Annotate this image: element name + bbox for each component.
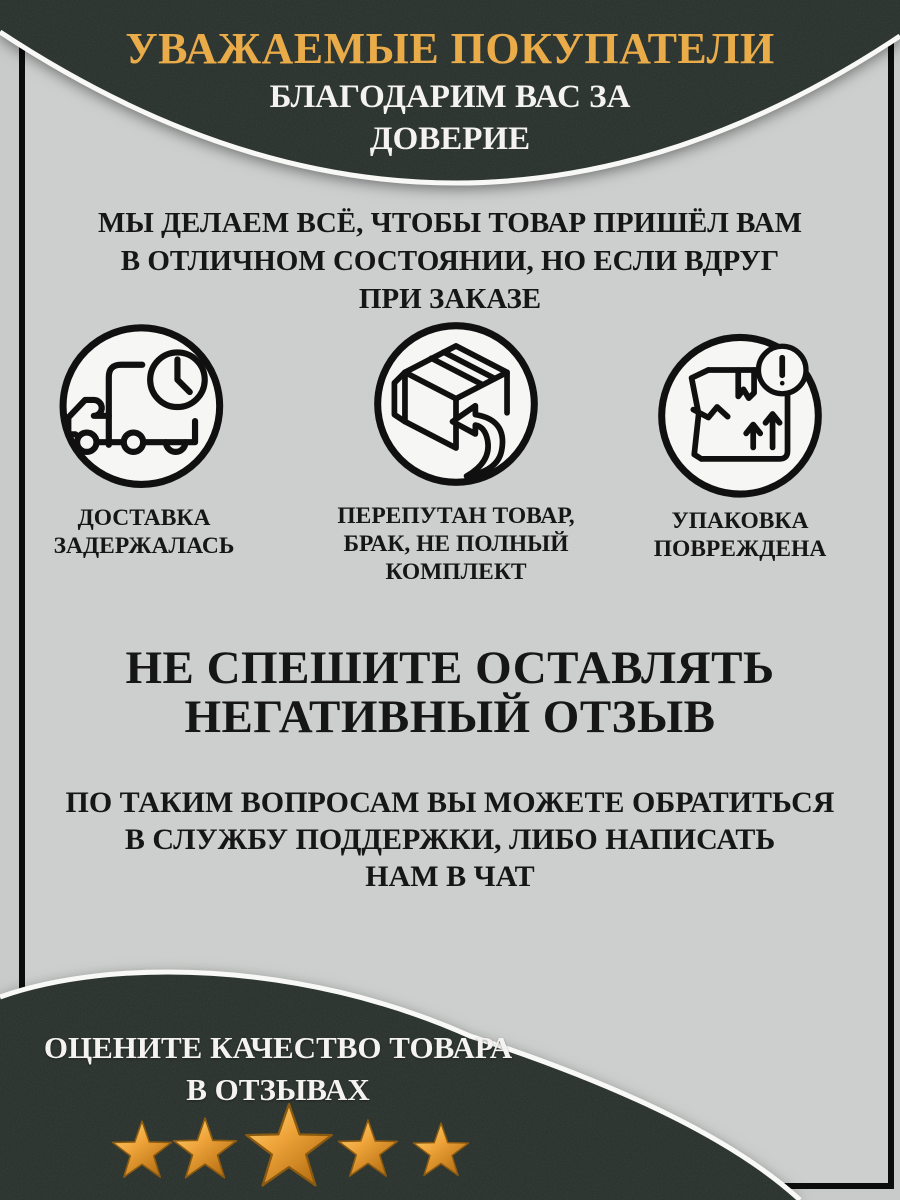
support-paragraph	[0, 784, 900, 895]
issue-label-delivery	[0, 504, 294, 560]
warning-heading	[0, 644, 900, 742]
support-line1: ПО ТАКИМ ВОПРОСАМ ВЫ МОЖЕТЕ ОБРАТИТЬСЯ	[65, 786, 835, 819]
header-subtitle-line1: БЛАГОДАРИМ ВАС ЗА	[269, 79, 631, 115]
header-subtitle	[0, 76, 900, 160]
intro-line1: МЫ ДЕЛАЕМ ВСЁ, ЧТОБЫ ТОВАР ПРИШЁЛ ВАМ	[97, 207, 802, 239]
header-subtitle-line2: ДОВЕРИЕ	[369, 121, 531, 157]
issue-label-line: ПОВРЕЖДЕНА	[653, 536, 827, 562]
support-line2: В СЛУЖБУ ПОДДЕРЖКИ, ЛИБО НАПИСАТЬ	[124, 823, 776, 856]
delivery-truck-clock-icon	[56, 319, 232, 495]
intro-paragraph	[0, 204, 900, 318]
issue-label-line: БРАК, НЕ ПОЛНЫЙ	[343, 531, 569, 557]
issue-label-wrong-item	[306, 502, 606, 586]
support-line3: НАМ В ЧАТ	[365, 860, 535, 893]
footer-rate-text	[8, 1027, 548, 1111]
warning-line1: НЕ СПЕШИТЕ ОСТАВЛЯТЬ	[125, 642, 775, 694]
issue-label-line: КОМПЛЕКТ	[385, 559, 527, 585]
issue-label-line: УПАКОВКА	[671, 508, 809, 534]
issue-label-line: ДОСТАВКА	[77, 505, 211, 531]
footer-line1: ОЦЕНИТЕ КАЧЕСТВО ТОВАРА	[43, 1030, 513, 1065]
footer-line2: В ОТЗЫВАХ	[186, 1072, 370, 1107]
intro-line3: ПРИ ЗАКАЗЕ	[358, 283, 542, 315]
issue-label-line: ПЕРЕПУТАН ТОВАР,	[337, 503, 575, 529]
intro-line2: В ОТЛИЧНОМ СОСТОЯНИИ, НО ЕСЛИ ВДРУГ	[120, 245, 780, 277]
damaged-package-icon	[652, 326, 828, 502]
issue-label-damaged-packaging	[590, 507, 890, 563]
warning-line2: НЕГАТИВНЫЙ ОТЗЫВ	[184, 691, 716, 743]
issue-label-line: ЗАДЕРЖАЛАСЬ	[53, 533, 235, 559]
box-return-arrow-icon	[368, 316, 544, 492]
header-title: УВАЖАЕМЫЕ ПОКУПАТЕЛИ	[125, 24, 775, 73]
